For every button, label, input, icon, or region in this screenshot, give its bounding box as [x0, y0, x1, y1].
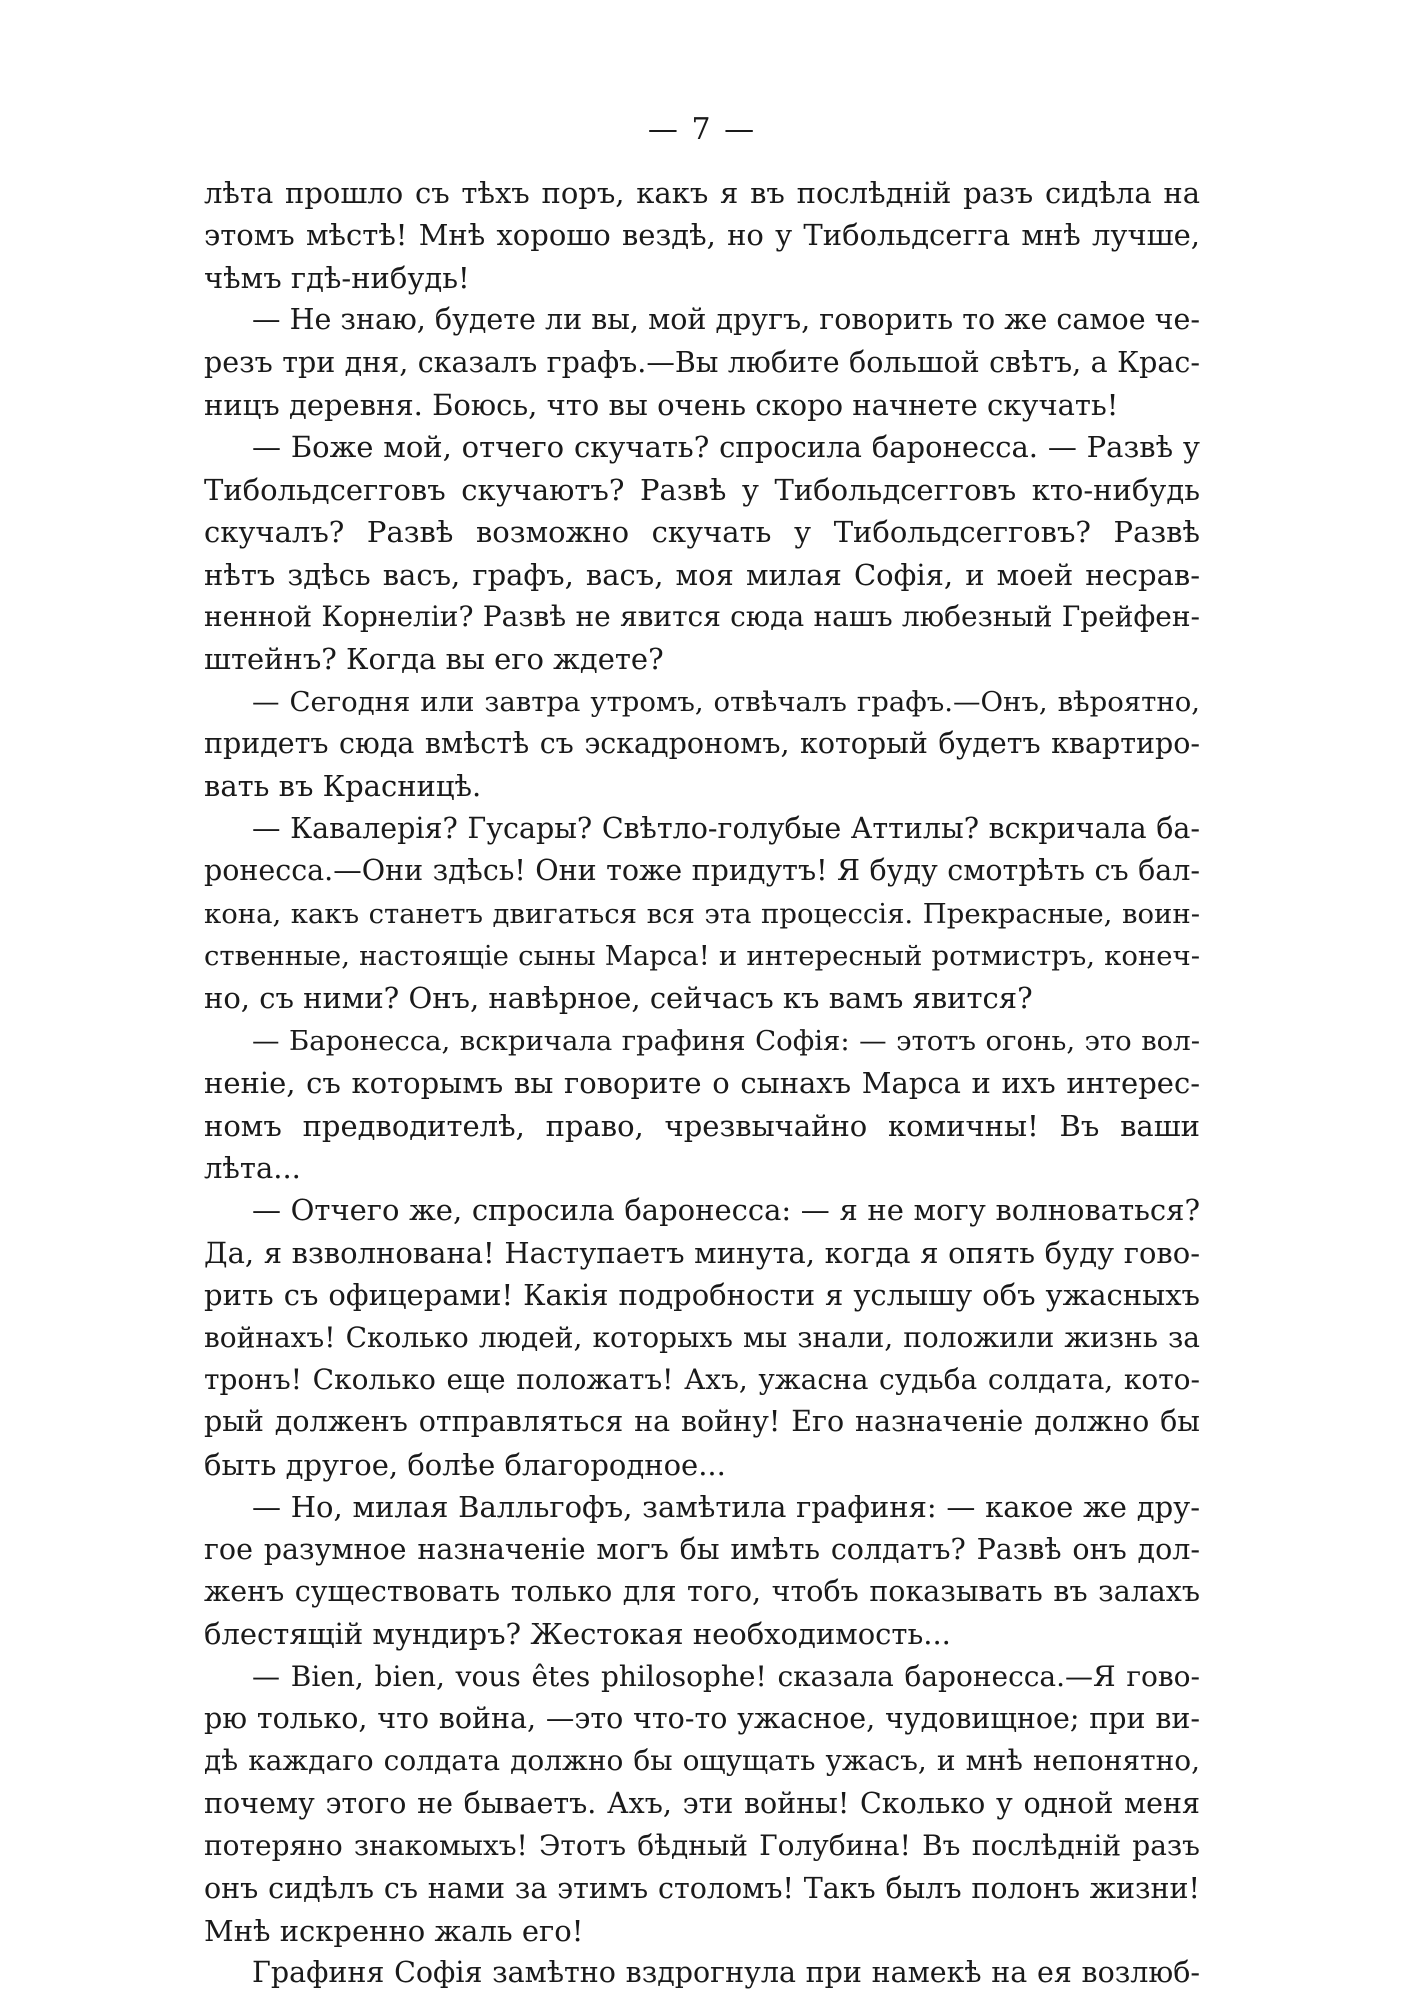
text-line: быть другое, болѣе благородное... — [204, 1447, 726, 1482]
text-line: скучалъ? Развѣ возможно скучать у Тибольдсегговъ? Развѣ — [204, 515, 1200, 550]
text-line: ницъ деревня. Боюсь, что вы очень скоро начнете скучать! — [204, 387, 1119, 422]
text-line: почему этого не бываетъ. Ахъ, эти войны! Сколько у одной меня — [204, 1786, 1200, 1820]
text-line: гое разумное назначеніе могъ бы имѣть солдатъ? Развѣ онъ дол- — [204, 1532, 1200, 1566]
text-line: кона, какъ станетъ двигаться вся эта процессія. Прекрасные, воин- — [204, 897, 1200, 930]
text-line: — Баронесса, вскричала графиня Софія: — этотъ огонь, это вол- — [252, 1024, 1200, 1057]
text-line: лѣта прошло съ тѣхъ поръ, какъ я въ послѣдній разъ сидѣла на — [204, 176, 1200, 210]
text-line: — Bien, bien, vous êtes philosophe! сказала баронесса.—Я гово- — [252, 1659, 1200, 1693]
text-line: — Боже мой, отчего скучать? спросила баронесса. — Развѣ у — [252, 430, 1200, 465]
text-line: резъ три дня, сказалъ графъ.—Вы любите большой свѣтъ, а Крас- — [204, 345, 1200, 379]
text-line: — Отчего же, спросила баронесса: — я не могу волноваться? — [252, 1193, 1200, 1228]
text-line: войнахъ! Сколько людей, которыхъ мы знали, положили жизнь за — [204, 1320, 1200, 1354]
text-line: но, съ ними? Онъ, навѣрное, сейчасъ къ вамъ явится? — [204, 981, 1033, 1016]
text-line: ронесса.—Они здѣсь! Они тоже придутъ! Я буду смотрѣть съ бал- — [204, 854, 1200, 888]
text-line: Графиня Софія замѣтно вздрогнула при намекѣ на ея возлюб- — [252, 1956, 1200, 1990]
text-line: блестящій мундиръ? Жестокая необходимость... — [204, 1617, 951, 1652]
text-line: ственные, настоящіе сыны Марса! и интересный ротмистръ, конеч- — [204, 940, 1200, 973]
text-line: номъ предводителѣ, право, чрезвычайно комичны! Въ ваши — [204, 1108, 1200, 1143]
text-line: вать въ Красницѣ. — [204, 769, 482, 804]
text-line: этомъ мѣстѣ! Мнѣ хорошо вездѣ, но у Тибольдсегга мнѣ лучше, — [204, 218, 1200, 253]
text-line: штейнъ? Когда вы его ждете? — [204, 642, 664, 677]
text-line: чѣмъ гдѣ-нибудь! — [204, 260, 470, 295]
body-text — [204, 172, 1200, 1995]
page-number: — 7 — — [647, 112, 757, 147]
text-line: рю только, что война, —это что-то ужасное, чудовищное; при ви- — [204, 1702, 1200, 1736]
text-line: — Кавалерія? Гусары? Свѣтло-голубые Аттилы? вскричала ба- — [252, 811, 1200, 845]
text-line: женъ существовать только для того, чтобъ показывать въ залахъ — [204, 1574, 1200, 1608]
text-line: рить съ офицерами! Какія подробности я услышу объ ужасныхъ — [204, 1278, 1200, 1313]
text-line: — Не знаю, будете ли вы, мой другъ, говорить то же самое че- — [252, 303, 1200, 337]
text-line: ненной Корнеліи? Развѣ не явится сюда нашъ любезный Грейфен- — [204, 599, 1200, 633]
text-line: Мнѣ искренно жаль его! — [204, 1914, 584, 1949]
text-line: Да, я взволнована! Наступаетъ минута, когда я опять буду гово- — [204, 1235, 1200, 1270]
text-line: Тибольдсегговъ скучаютъ? Развѣ у Тибольдсегговъ кто-нибудь — [204, 472, 1200, 507]
text-line: лѣта... — [204, 1150, 301, 1185]
text-line: потеряно знакомыхъ! Этотъ бѣдный Голубина! Въ послѣдній разъ — [204, 1829, 1200, 1863]
text-line: рый долженъ отправляться на войну! Его назначеніе должно бы — [204, 1405, 1200, 1439]
text-line: нѣтъ здѣсь васъ, графъ, васъ, моя милая Софія, и моей несрав- — [204, 557, 1200, 592]
text-line: тронъ! Сколько еще положатъ! Ахъ, ужасна судьба солдата, кото- — [204, 1362, 1200, 1396]
text-line: — Сегодня или завтра утромъ, отвѣчалъ графъ.—Онъ, вѣроятно, — [252, 685, 1200, 718]
text-line: придетъ сюда вмѣстѣ съ эскадрономъ, который будетъ квартиро- — [204, 727, 1200, 761]
text-line: неніе, съ которымъ вы говорите о сынахъ Марса и ихъ интерес- — [204, 1066, 1200, 1101]
text-line: — Но, милая Валльгофъ, замѣтила графиня: — какое же дру- — [252, 1490, 1200, 1525]
text-line: онъ сидѣлъ съ нами за этимъ столомъ! Такъ былъ полонъ жизни! — [204, 1871, 1200, 1905]
text-line: дѣ каждаго солдата должно бы ощущать ужасъ, и мнѣ непонятно, — [204, 1744, 1200, 1778]
